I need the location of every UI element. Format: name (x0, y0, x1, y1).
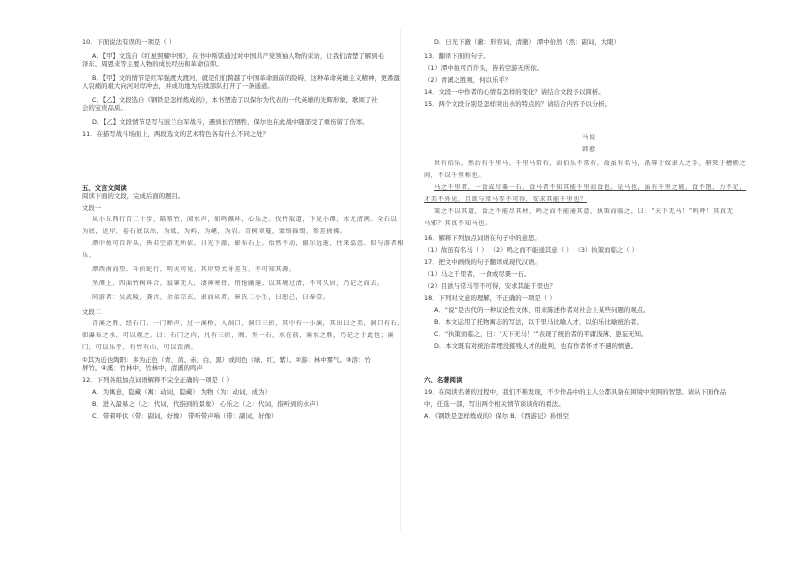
q13-stem: 13．翻译下面的句子。 (424, 52, 490, 60)
text-b-line1: 青溪之胜，经石门、一门蝉声，过一溪桥，入洞口，洞口三折，其中有一小溪，其出曰之美，洞口有石， (92, 320, 405, 327)
q17-sentence1: （1）马之千里者，一食或尽粟一石。 (424, 270, 531, 278)
q12-option-c: C．带着呼伏（带：副词，好像） 带听带声响（带：副词，好像） (92, 412, 278, 420)
text-b-line2: 如瀑布之水，可以观之，曰：石门之内，凡有三折，阁，坐一石，水在前，溪水之胜，乃记之于此也；溪 (82, 332, 395, 339)
q11-stem: 11．在描写战斗场面上，两段选文的艺术特色各有什么不同之处？ (82, 130, 270, 138)
q17-sentence2: （2）且欲与常马等不可得，安求其能千里也？ (424, 282, 556, 290)
q18-stem: 18．下列对文意的理解，不正确的一项是（ ） (424, 294, 556, 302)
q12-option-b: B．进入最易之（之：代词，代指到的景象） 心乐之（之：代词，指听到的水声） (92, 400, 323, 408)
passage-line3: 马之千里者，一食或尽粟一石。食马者不知其能千里而食也。是马也，虽有千里之能，食不饱，力不足， (434, 184, 747, 191)
q18-option-b: B．本文运用了托物寓志的写法，以千里马比喻人才，以伯乐比喻统治者。 (434, 318, 643, 326)
q12-stem: 12．下列各组加点词语解释不完全正确的一项是（ ） (82, 376, 233, 384)
q10-option-c-line1: C．【乙】文段选自《钢铁是怎样炼成的》，本书塑造了以保尔为代表的一代英雄的光辉形象，歌颂了社 (92, 96, 378, 104)
section5-title: 五、文言文阅读 (82, 184, 127, 192)
q10-option-d: D．【乙】文段情节是写与波兰白军战斗，遇到长官牺牲，保尔也在此战中随部受了重伤留了伤寒。 (92, 118, 369, 126)
q14-stem: 14．文段一中作者的心情有怎样的变化？请结合文段予以简析。 (424, 88, 605, 96)
passage-author: 韩愈 (582, 146, 596, 153)
section5-instruction: 阅读下面的文段，完成后面的题目。 (82, 192, 185, 200)
q18-option-a: A．“说”是古代的一种议论性文体，用来陈述作者对社会上某些问题的观点。 (434, 306, 650, 314)
q19-line1: 19．在阅读名著的过程中，我们不难发现，不少作品中的主人公都具备在困境中突围的智慧。请从下面作品 (424, 388, 727, 396)
q10-option-c-line2: 会的宝贵品质。 (82, 104, 127, 112)
q19-line2: 中，任选一部，写出两个相关情节谈谈你的看法。 (424, 400, 565, 408)
q10-option-b-line2: 人哀痛的艰大向河对岸冲去，并成功地为后续部队打开了一条通道。 (82, 82, 274, 90)
q10-option-a-line1: A．【甲】文选自《红星照耀中国》，在书中斯诺通过对中国共产党领袖人物的采访，让我们清楚了解到毛 (92, 52, 384, 60)
text-a-line7: 同游者：吴武陵，龚古，余弟宗玄。隶而从者，崔氏二小生，曰恕己，曰奉壹。 (92, 294, 330, 301)
q15-stem: 15．两个文段分别是怎样突出水的特点的？请结合内容予以分析。 (424, 100, 612, 108)
left-column (82, 38, 412, 420)
q19-line3: A．《钢铁是怎样炼成的》保尔 B．《西游记》孙悟空 (424, 412, 569, 420)
q12-option-d: D．日光下澈（澈：形容词，清澈） 潭中佁然（然：副词，大眼） (434, 38, 620, 46)
text-a-line2: 为底，近岸，卷石底以出，为坻，为屿，为嵁，为岩。青树翠蔓，蒙络摇缀，参差披拂。 (82, 228, 347, 235)
passage-line1: 世有伯乐，然后有千里马。千里马常有，而伯乐不常有。故虽有名马，祇辱于奴隶人之手，骈死于槽枥之 (434, 160, 747, 167)
text-a-line6: 坐潭上，四面竹树环合，寂寥无人，凄神寒骨，悄怆幽邃。以其境过清，不可久居，乃记之而去。 (92, 280, 384, 287)
right-column (424, 38, 754, 420)
q16-items: （1）故虽有名马（ ） （2）鸣之而不能通其意（ ） （3）执策而临之（ ） (424, 246, 639, 254)
q13-sentence1: （1）潭中鱼可百许头，皆若空游无所依。 (424, 64, 544, 72)
q13-sentence2: （2）青溪之胜观，何以乐乎？ (424, 76, 512, 84)
q18-option-c: C．“执策而临之，曰：‘天下无马！’”表现了统治者的平庸浅薄、愚妄无知。 (434, 330, 648, 338)
text-a-line4: 乐。 (82, 252, 96, 259)
text-b-line3: 门，可以乐乎，有竹有山，可以饮酒。 (82, 344, 198, 351)
q16-stem: 16．解释下列加点词语在句子中的意思。 (424, 234, 541, 242)
footnote-line2: 屏竹。④溪：竹林中，竹林中，清溪的鸣声 (82, 364, 203, 372)
passage-line4: 才美不外见，且欲与常马等不可得，安求其能千里也？ (424, 196, 587, 203)
q10-option-a-line2: 泽东、周恩来等主要人物的成长经历和革命信仰。 (82, 60, 223, 68)
passage-title: 马说 (582, 134, 596, 141)
section6-title: 六、名著阅读 (424, 376, 463, 384)
text-a-line1: 从小丘西行百二十步，隔篁竹，闻水声，如鸣佩环，心乐之。伐竹取道，下见小潭，水尤清冽。全石以 (92, 216, 398, 223)
q10-stem: 10．下面说法有误的一项是（ ） (82, 38, 176, 46)
text-a-line3: 潭中鱼可百许头，皆若空游无所依。日光下澈，影布石上。佁然不动，俶尔远逝，往来翕忽。似与游者相 (92, 240, 405, 247)
q10-option-b-line1: B．【甲】文的情节是红军强渡大渡河，就是们们跨越了中国革命面前的险碍，这种革命英雄主义精神，更番激 (92, 74, 400, 82)
text-a-label: 文段一 (82, 204, 102, 212)
q17-stem: 17．把文中画线的句子翻译成现代汉语。 (424, 258, 541, 266)
passage-line6: 马邪？其真不知马也。 (424, 220, 492, 227)
passage-line2: 间，不以千里称也。 (424, 172, 486, 179)
text-b-label: 文段二 (82, 308, 102, 316)
footnote-line1: ①其为近也陶阳：多为正色（青、黄、赤、白、黑）或间色（绿、红、紫）。②游：林中雾气。③溶：竹 (82, 356, 371, 364)
q18-option-d: D．本文既有对统治者埋没摧残人才的批判，也有作者怀才不遇的愤懑。 (434, 342, 638, 350)
q12-option-a: A．为寓意，隐藏（寓：动词，隐藏） 为物（为：动词，成为） (92, 388, 271, 396)
text-a-line5: 潭西南而望，斗折蛇行，明灭可见。其岸势犬牙差互，不可知其源。 (92, 266, 296, 273)
passage-line5: 策之不以其道，食之不能尽其材，鸣之而不能通其意，执策而临之，曰：“天下无马！”呜呼！其真无 (434, 208, 734, 215)
